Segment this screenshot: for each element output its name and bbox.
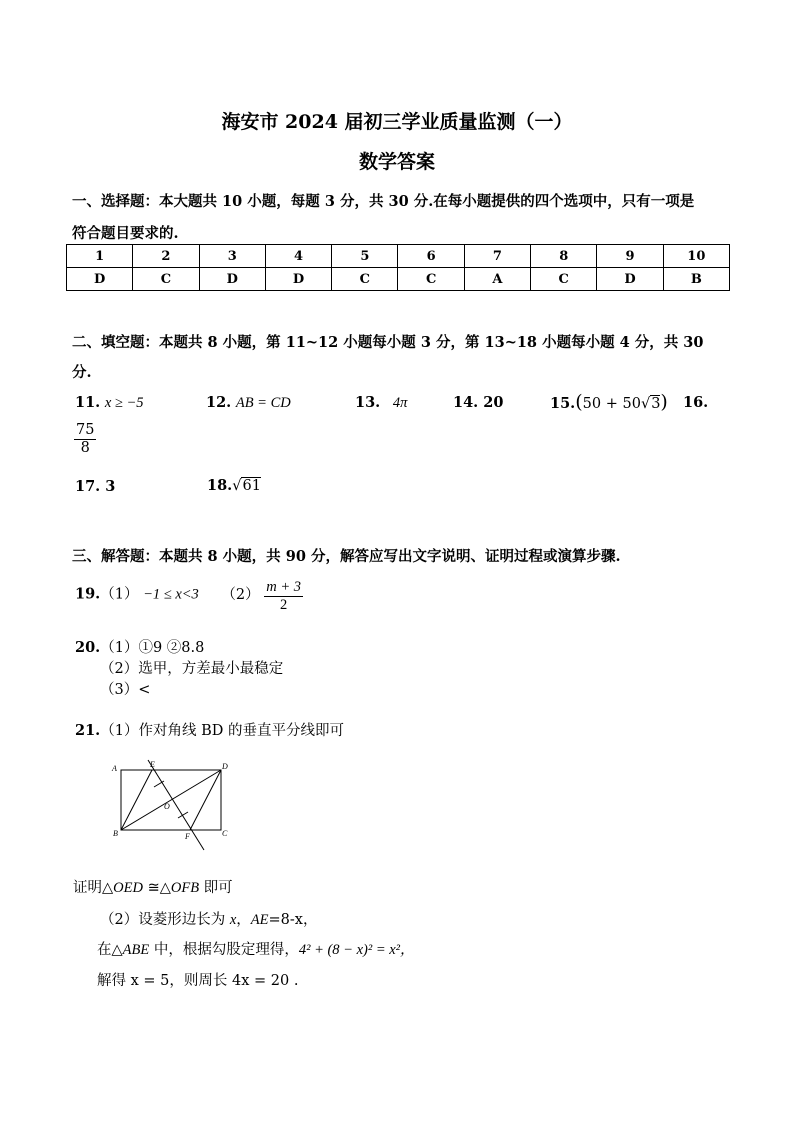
q16-number: 16.	[683, 394, 709, 411]
answer-cell: A	[464, 268, 530, 291]
figure-label-d: D	[222, 762, 228, 771]
triangle-icon: △	[102, 880, 114, 896]
q16-denominator: 8	[80, 440, 90, 457]
q20-line2: （2）选甲，方差最小最稳定	[100, 661, 284, 677]
q12-number: 12.	[206, 394, 232, 411]
q14-answer	[453, 394, 503, 411]
question-number-cell: 2	[133, 245, 199, 268]
q21-line3	[97, 938, 415, 959]
figure-label-b: B	[113, 829, 118, 838]
q21-proof-prefix: 证明	[73, 880, 102, 896]
section1-heading-line1: 一、选择题：本大题共 10 小题，每题 3 分，共 30 分.在每小题提供的四个选项中，只有一项是	[72, 193, 695, 210]
rectangle-rhombus-figure	[108, 756, 238, 856]
triangle-icon: △	[111, 942, 123, 958]
q19-part1-label: （1）	[100, 586, 139, 603]
q15-expr: 50 + 50	[582, 396, 641, 412]
q14-value: 20	[483, 394, 504, 411]
q21-line2-suffix: =8-x，	[268, 912, 318, 928]
q21-line4: 解得 x = 5，则周长 4x = 20 .	[97, 973, 299, 989]
figure-label-o: O	[164, 802, 170, 811]
q21-line3-equation: 4² + (8 − x)² = x²，	[298, 942, 415, 958]
q14-number: 14.	[453, 394, 479, 411]
triangle-icon: △	[159, 880, 171, 896]
q18-root: 61	[242, 478, 261, 494]
q12-math: AB = CD	[235, 395, 291, 411]
q21-line3-prefix: 在	[97, 942, 112, 958]
answer-cell: C	[398, 268, 464, 291]
q21-line2-comma: ，	[236, 912, 251, 928]
page-subtitle: 数学答案	[358, 151, 435, 173]
question-number-cell: 3	[199, 245, 265, 268]
question-number-cell: 7	[464, 245, 530, 268]
q18-number: 18.	[207, 477, 233, 494]
q21-proof-triangle2: OFB	[170, 880, 200, 896]
answer-cell: C	[332, 268, 398, 291]
q21-proof-suffix: 即可	[199, 880, 233, 896]
answer-cell: B	[663, 268, 729, 291]
q21-proof-congruent: ≅	[142, 880, 160, 896]
q19-number: 19.	[75, 585, 101, 603]
q21-line2-x: x	[229, 912, 237, 928]
q21-proof-triangle1: OED	[113, 880, 143, 896]
answer-cell: D	[67, 268, 133, 291]
answer-table-number-row	[67, 245, 730, 268]
q15-root: 3	[651, 396, 661, 412]
answer-table	[66, 244, 730, 291]
q19-numerator: m + 3	[264, 580, 303, 597]
q11-math: x ≥ −5	[104, 395, 144, 411]
question-number-cell: 4	[265, 245, 331, 268]
answer-cell: C	[531, 268, 597, 291]
q21-line2	[100, 908, 317, 929]
answer-cell: D	[265, 268, 331, 291]
answer-cell: D	[199, 268, 265, 291]
page-title: 海安市 2024 届初三学业质量监测（一）	[221, 111, 573, 133]
q11-number: 11.	[75, 394, 101, 411]
q19-part2-label: （2）	[221, 586, 260, 603]
answer-cell: D	[597, 268, 663, 291]
figure-label-e: E	[150, 760, 155, 769]
figure-label-f: F	[185, 832, 190, 841]
section2-heading-line2: 分.	[72, 364, 92, 381]
section3-heading: 三、解答题：本题共 8 小题，共 90 分，解答应写出文字说明、证明过程或演算步骤.	[72, 548, 621, 565]
q13-number: 13.	[355, 394, 381, 411]
q12-answer	[206, 394, 291, 412]
q17-answer	[75, 478, 115, 495]
q11-answer	[75, 394, 144, 412]
question-number-cell: 10	[663, 245, 729, 268]
q13-answer	[355, 394, 407, 412]
q20-part1: （1）①9 ②8.8	[100, 640, 205, 656]
q20-line1	[75, 636, 204, 657]
q19-denominator: 2	[280, 597, 288, 614]
q20-line3: （3）<	[100, 682, 151, 698]
answer-table-answer-row	[67, 268, 730, 291]
q18-answer: 18.√61	[207, 477, 261, 494]
perpendicular-bisector	[148, 760, 204, 850]
q19-part1-answer: −1 ≤ x<3	[143, 586, 199, 603]
q17-value: 3	[105, 478, 116, 495]
q21-part1: （1）作对角线 BD 的垂直平分线即可	[100, 723, 344, 739]
q20-number: 20.	[75, 639, 101, 656]
q21-proof-line	[73, 876, 233, 897]
question-number-cell: 8	[531, 245, 597, 268]
section1-heading-line2: 符合题目要求的.	[72, 225, 179, 242]
question-number-cell: 9	[597, 245, 663, 268]
q21-line3-triangle: ABE	[122, 942, 150, 958]
q13-math: 4π	[392, 395, 408, 411]
question-number-cell: 5	[332, 245, 398, 268]
figure-label-a: A	[112, 764, 117, 773]
q21-line2-prefix: （2）设菱形边长为	[100, 912, 230, 928]
q15-answer: 15.(50 + 50√3)	[550, 391, 668, 413]
q21-line1	[75, 719, 344, 740]
figure-label-c: C	[222, 829, 228, 838]
q19-answer	[75, 578, 303, 614]
q16-numerator: 75	[74, 423, 96, 440]
answer-cell: C	[133, 268, 199, 291]
question-number-cell: 1	[67, 245, 133, 268]
q16-fraction	[74, 423, 96, 456]
section2-heading-line1: 二、填空题：本题共 8 小题，第 11~12 小题每小题 3 分，第 13~18 小题每小题 4 分，共 30	[72, 334, 704, 351]
q21-line2-ae: AE	[250, 912, 269, 928]
q17-number: 17.	[75, 478, 101, 495]
q15-number: 15.	[550, 395, 576, 412]
q21-line3-text: 中，根据勾股定理得，	[149, 942, 299, 958]
q21-number: 21.	[75, 722, 101, 739]
question-number-cell: 6	[398, 245, 464, 268]
